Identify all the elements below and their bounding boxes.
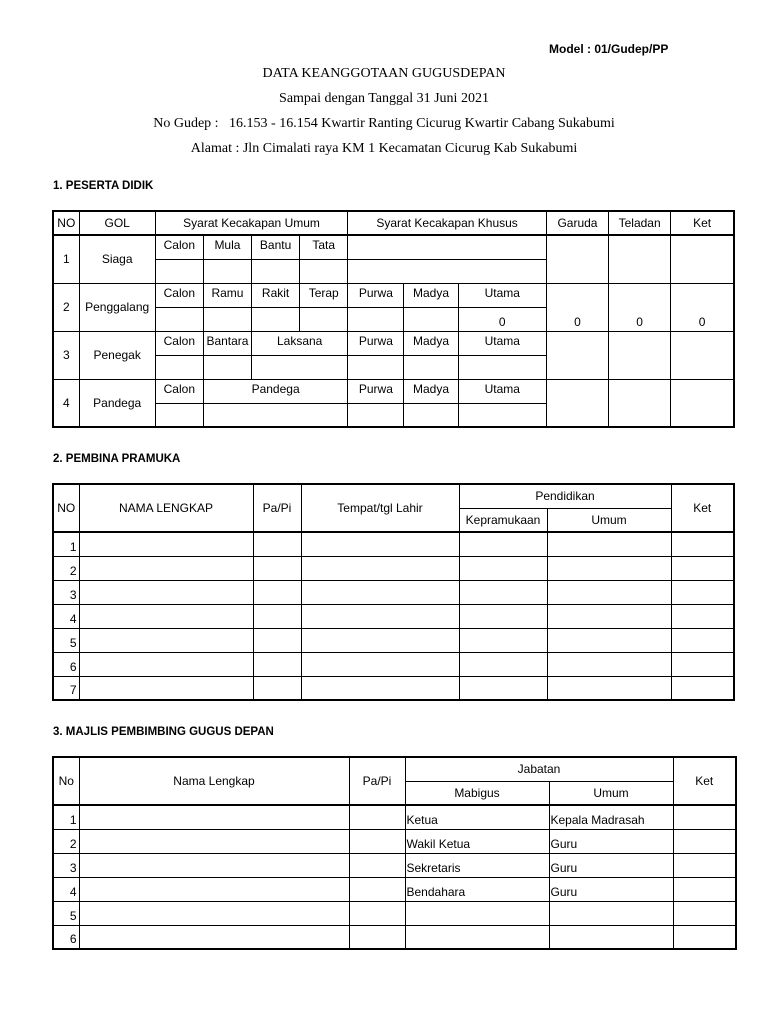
kepramukaan-cell[interactable] [459, 628, 547, 652]
skus-cell[interactable] [252, 355, 348, 379]
section-pembina-title: 2. PEMBINA PRAMUKA [53, 453, 181, 465]
skus-cell[interactable] [203, 259, 251, 283]
table-row [53, 604, 734, 628]
row-no: 1 [53, 235, 79, 283]
table-row [53, 628, 734, 652]
row-no: 3 [53, 580, 79, 604]
table-row [53, 580, 734, 604]
nama-cell[interactable] [79, 853, 349, 877]
peserta-didik-table [52, 210, 735, 428]
col-header-papi: Pa/Pi [349, 757, 405, 805]
umum-cell[interactable] [547, 604, 671, 628]
row-no: 6 [53, 925, 79, 949]
umum-cell: Guru [549, 877, 673, 901]
row-no: 7 [53, 676, 79, 700]
skk-cell[interactable] [404, 355, 458, 379]
papi-cell[interactable] [253, 652, 301, 676]
papi-cell[interactable] [349, 829, 405, 853]
table-row [53, 532, 734, 556]
section-mabigus-title: 3. MAJLIS PEMBIMBING GUGUS DEPAN [53, 726, 274, 738]
skus-label: Bantara [203, 331, 251, 355]
row-no: 1 [53, 805, 79, 829]
mabigus-cell: Ketua [405, 805, 549, 829]
skus-cell[interactable] [155, 403, 203, 427]
skus-label: Calon [155, 283, 203, 307]
skk-cell[interactable] [348, 355, 404, 379]
garuda-total: 0 [546, 283, 608, 331]
skk-label: Madya [404, 283, 458, 307]
umum-cell[interactable] [547, 676, 671, 700]
ket-cell[interactable] [673, 901, 736, 925]
col-header-skus: Syarat Kecakapan Umum [155, 211, 348, 235]
skus-cell[interactable] [252, 259, 300, 283]
papi-cell[interactable] [349, 925, 405, 949]
skus-label: Pandega [203, 379, 347, 403]
nama-cell[interactable] [79, 925, 349, 949]
table-header-row [53, 484, 734, 508]
skus-label: Ramu [203, 283, 251, 307]
ket-cell[interactable] [671, 580, 734, 604]
ttl-cell[interactable] [301, 580, 459, 604]
row-no: 4 [53, 379, 79, 427]
skus-label: Rakit [252, 283, 300, 307]
teladan-cell[interactable] [609, 331, 671, 379]
mabigus-table [52, 756, 737, 950]
papi-cell[interactable] [349, 877, 405, 901]
skk-cell[interactable] [348, 403, 404, 427]
col-header-jabatan: Jabatan [405, 757, 673, 781]
row-no: 3 [53, 331, 79, 379]
table-row [53, 676, 734, 700]
col-header-pendidikan: Pendidikan [459, 484, 671, 508]
skus-cell[interactable] [155, 307, 203, 331]
table-row [53, 331, 734, 355]
ket-total: 0 [671, 283, 734, 331]
nama-cell[interactable] [79, 532, 253, 556]
table-row [53, 901, 736, 925]
mabigus-cell: Sekretaris [405, 853, 549, 877]
teladan-total: 0 [609, 283, 671, 331]
teladan-cell[interactable] [609, 379, 671, 427]
section-peserta-didik-title: 1. PESERTA DIDIK [53, 180, 154, 192]
nama-cell[interactable] [79, 829, 349, 853]
col-header-mabigus: Mabigus [405, 781, 549, 805]
row-no: 5 [53, 628, 79, 652]
col-header-ket: Ket [673, 757, 736, 805]
ket-cell[interactable] [671, 652, 734, 676]
garuda-cell[interactable] [546, 379, 608, 427]
table-row [53, 283, 734, 307]
row-gol: Pandega [79, 379, 155, 427]
ket-cell[interactable] [671, 604, 734, 628]
umum-cell[interactable] [549, 901, 673, 925]
skus-label: Tata [300, 235, 348, 259]
skk-label: Madya [404, 331, 458, 355]
skk-cell[interactable] [404, 403, 458, 427]
table-row [53, 235, 734, 259]
mabigus-cell: Bendahara [405, 877, 549, 901]
row-no: 4 [53, 604, 79, 628]
ket-cell[interactable] [671, 628, 734, 652]
papi-cell[interactable] [253, 556, 301, 580]
ttl-cell[interactable] [301, 532, 459, 556]
skus-label: Calon [155, 331, 203, 355]
kepramukaan-cell[interactable] [459, 604, 547, 628]
mabigus-cell: Wakil Ketua [405, 829, 549, 853]
skk-cell[interactable] [348, 259, 547, 283]
row-no: 2 [53, 829, 79, 853]
table-row [53, 853, 736, 877]
kepramukaan-cell[interactable] [459, 532, 547, 556]
nama-cell[interactable] [79, 604, 253, 628]
col-header-garuda: Garuda [546, 211, 608, 235]
utama-value: 0 [458, 307, 546, 331]
skk-cell[interactable] [348, 307, 404, 331]
skk-cell[interactable] [458, 355, 546, 379]
ket-cell[interactable] [671, 556, 734, 580]
skus-label: Mula [203, 235, 251, 259]
skus-cell[interactable] [252, 307, 300, 331]
ttl-cell[interactable] [301, 676, 459, 700]
kepramukaan-cell[interactable] [459, 676, 547, 700]
nama-cell[interactable] [79, 901, 349, 925]
umum-cell[interactable] [549, 925, 673, 949]
row-no: 2 [53, 556, 79, 580]
skus-cell[interactable] [203, 307, 251, 331]
col-header-papi: Pa/Pi [253, 484, 301, 532]
col-header-nama: NAMA LENGKAP [79, 484, 253, 532]
umum-cell[interactable] [547, 628, 671, 652]
ttl-cell[interactable] [301, 652, 459, 676]
row-gol: Siaga [79, 235, 155, 283]
umum-cell[interactable] [547, 580, 671, 604]
table-row [53, 829, 736, 853]
table-row [53, 556, 734, 580]
nama-cell[interactable] [79, 877, 349, 901]
skus-label: Laksana [252, 331, 348, 355]
col-header-kepramukaan: Kepramukaan [459, 508, 547, 532]
col-header-umum: Umum [549, 781, 673, 805]
table-row [53, 379, 734, 403]
skus-cell[interactable] [300, 307, 348, 331]
skk-cell[interactable] [404, 307, 458, 331]
skus-label: Terap [300, 283, 348, 307]
skus-cell[interactable] [203, 355, 251, 379]
umum-cell: Guru [549, 829, 673, 853]
nama-cell[interactable] [79, 676, 253, 700]
skk-label: Purwa [348, 331, 404, 355]
col-header-nama: Nama Lengkap [79, 757, 349, 805]
kepramukaan-cell[interactable] [459, 556, 547, 580]
col-header-no: No [53, 757, 79, 805]
skk-label: Utama [458, 331, 546, 355]
papi-cell[interactable] [253, 676, 301, 700]
papi-cell[interactable] [253, 580, 301, 604]
umum-cell[interactable] [547, 532, 671, 556]
ket-cell[interactable] [673, 805, 736, 829]
papi-cell[interactable] [253, 604, 301, 628]
col-header-teladan: Teladan [609, 211, 671, 235]
umum-cell: Guru [549, 853, 673, 877]
col-header-umum: Umum [547, 508, 671, 532]
col-header-ket: Ket [671, 484, 734, 532]
umum-cell[interactable] [547, 556, 671, 580]
papi-cell[interactable] [349, 901, 405, 925]
table-row [53, 805, 736, 829]
row-gol: Penggalang [79, 283, 155, 331]
ket-cell[interactable] [673, 829, 736, 853]
nama-cell[interactable] [79, 652, 253, 676]
nama-cell[interactable] [79, 805, 349, 829]
garuda-cell[interactable] [546, 331, 608, 379]
pembina-table [52, 483, 735, 701]
kepramukaan-cell[interactable] [459, 652, 547, 676]
skk-cell[interactable] [348, 235, 547, 259]
kepramukaan-cell[interactable] [459, 580, 547, 604]
papi-cell[interactable] [253, 628, 301, 652]
skus-label: Calon [155, 235, 203, 259]
form-model-code: Model : 01/Gudep/PP [549, 42, 669, 56]
ttl-cell[interactable] [301, 604, 459, 628]
table-row [53, 925, 736, 949]
ket-cell[interactable] [671, 235, 734, 283]
nama-cell[interactable] [79, 580, 253, 604]
col-header-ket: Ket [671, 211, 734, 235]
umum-cell[interactable] [547, 652, 671, 676]
col-header-no: NO [53, 211, 79, 235]
skk-label: Purwa [348, 283, 404, 307]
ket-cell[interactable] [673, 877, 736, 901]
gudep-line: No Gudep : 16.153 - 16.154 Kwartir Ranting Cicurug Kwartir Cabang Sukabumi [153, 116, 615, 131]
papi-cell[interactable] [349, 853, 405, 877]
skus-label: Calon [155, 379, 203, 403]
table-header-row [53, 757, 736, 781]
mabigus-cell[interactable] [405, 901, 549, 925]
ttl-cell[interactable] [301, 628, 459, 652]
skk-label: Madya [404, 379, 458, 403]
row-no: 1 [53, 532, 79, 556]
nama-cell[interactable] [79, 556, 253, 580]
skus-cell[interactable] [300, 259, 348, 283]
garuda-cell[interactable] [546, 235, 608, 283]
ket-cell[interactable] [671, 331, 734, 379]
row-no: 2 [53, 283, 79, 331]
col-header-gol: GOL [79, 211, 155, 235]
skus-cell[interactable] [203, 403, 347, 427]
papi-cell[interactable] [349, 805, 405, 829]
ket-cell[interactable] [671, 379, 734, 427]
ket-cell[interactable] [671, 676, 734, 700]
table-header-row [53, 211, 734, 235]
skus-cell[interactable] [155, 259, 203, 283]
mabigus-cell[interactable] [405, 925, 549, 949]
row-no: 6 [53, 652, 79, 676]
document-title: DATA KEANGGOTAAN GUGUSDEPAN [262, 66, 506, 81]
table-row [53, 877, 736, 901]
papi-cell[interactable] [253, 532, 301, 556]
row-no: 5 [53, 901, 79, 925]
row-no: 4 [53, 877, 79, 901]
ket-cell[interactable] [673, 853, 736, 877]
skus-label: Bantu [252, 235, 300, 259]
col-header-skk: Syarat Kecakapan Khusus [348, 211, 547, 235]
teladan-cell[interactable] [609, 235, 671, 283]
row-gol: Penegak [79, 331, 155, 379]
table-row [53, 652, 734, 676]
ket-cell[interactable] [671, 532, 734, 556]
skk-label: Utama [458, 379, 546, 403]
ket-cell[interactable] [673, 925, 736, 949]
skk-label: Utama [458, 283, 546, 307]
row-no: 3 [53, 853, 79, 877]
nama-cell[interactable] [79, 628, 253, 652]
skk-label: Purwa [348, 379, 404, 403]
address-line: Alamat : Jln Cimalati raya KM 1 Kecamatan Cicurug Kab Sukabumi [190, 141, 578, 156]
ttl-cell[interactable] [301, 556, 459, 580]
skk-cell[interactable] [458, 403, 546, 427]
col-header-ttl: Tempat/tgl Lahir [301, 484, 459, 532]
umum-cell: Kepala Madrasah [549, 805, 673, 829]
skus-cell[interactable] [155, 355, 203, 379]
date-line: Sampai dengan Tanggal 31 Juni 2021 [279, 91, 489, 106]
col-header-no: NO [53, 484, 79, 532]
